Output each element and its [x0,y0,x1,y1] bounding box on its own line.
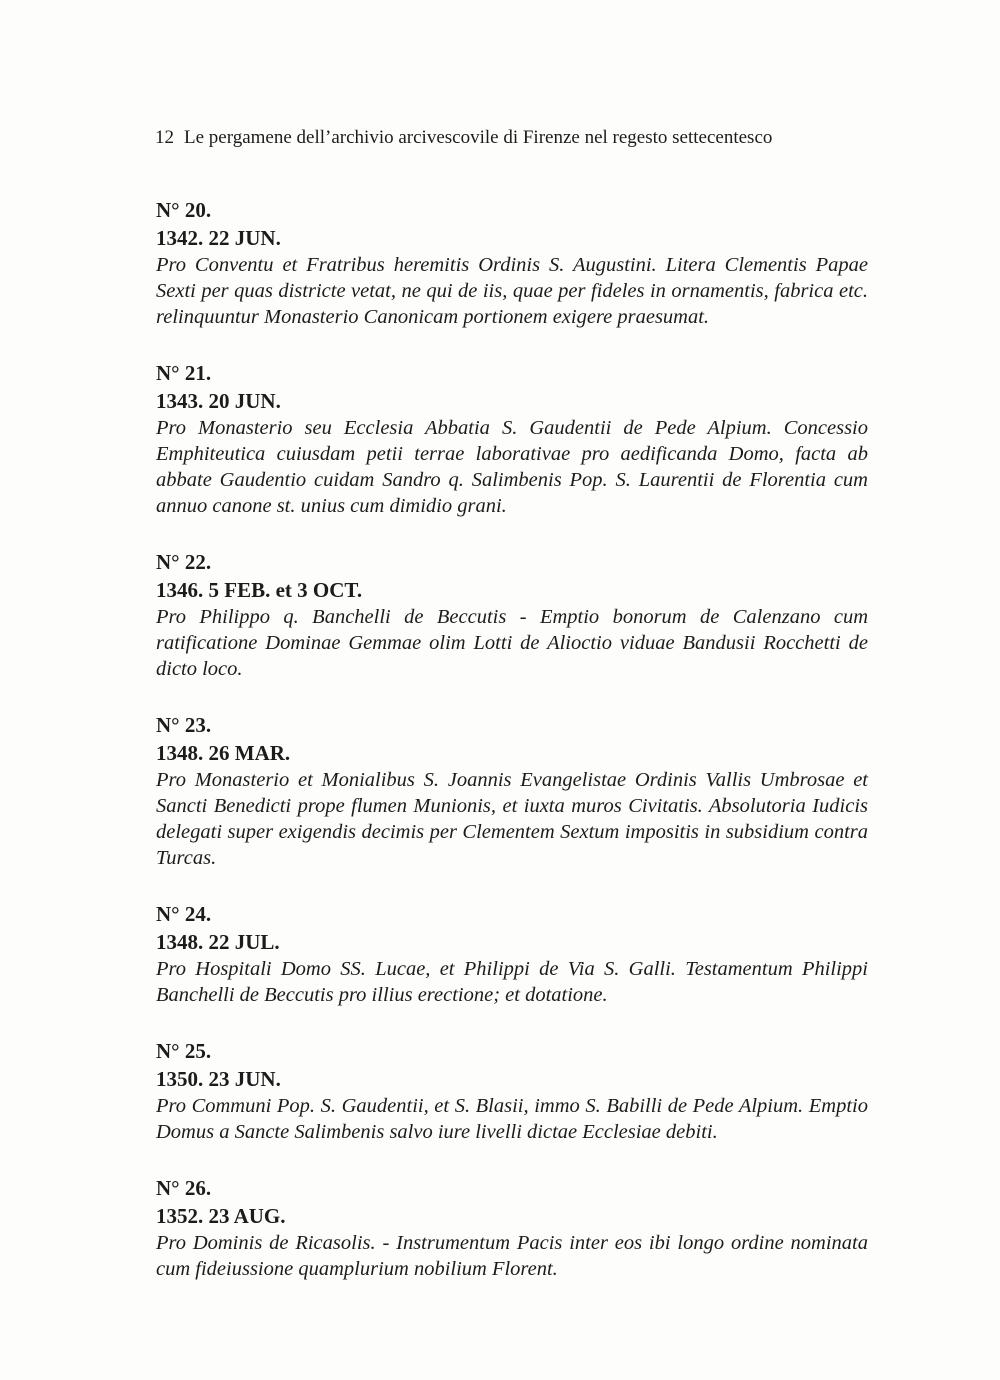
entry-26 [156,1174,868,1282]
entry-25 [156,1037,868,1145]
entry-text: Pro Communi Pop. S. Gaudentii, et S. Blasii, immo S. Babilli de Pede Alpium. Emptio Domus a Sancte Salimbenis salvo iure livelli dictae Ecclesiae debiti. [156,1095,868,1143]
entry-text: Pro Monasterio seu Ecclesia Abbatia S. Gaudentii de Pede Alpium. Concessio Emphiteutica cuiusdam petii terrae laborativae pro aedificanda Domo, facta ab abbate Gaudentio cuidam Sandro q. Salimbenis Pop. S. Laurentii de Florentia cum annuo canone st. unius cum dimidio grani. [156,417,868,517]
regesto-entries [156,196,868,1311]
entry-number: N° 23. [156,713,212,737]
entry-date: 1346. 5 FEB. et 3 OCT. [156,578,363,602]
page-number: 12 [155,127,174,148]
running-header [155,127,772,149]
entry-24 [156,900,868,1008]
entry-text: Pro Dominis de Ricasolis. - Instrumentum Pacis inter eos ibi longo ordine nominata cum fideiussione quamplurium nobilium Florent. [156,1232,868,1280]
entry-23 [156,711,868,871]
entry-date: 1352. 23 AUG. [156,1204,286,1228]
entry-text: Pro Conventu et Fratribus heremitis Ordinis S. Augustini. Litera Clementis Papae Sexti per quas districte vetat, ne qui de iis, quae per fideles in ornamentis, fabrica etc. relinquuntur Monasterio Canonicam portionem exigere praesumat. [156,254,868,328]
entry-number: N° 21. [156,361,212,385]
entry-text: Pro Philippo q. Banchelli de Beccutis - Emptio bonorum de Calenzano cum ratificatione Dominae Gemmae olim Lotti de Alioctio viduae Bandusii Rocchetti de dicto loco. [156,606,868,680]
running-header-title: Le pergamene dell’archivio arcivescovile di Firenze nel regesto settecentesco [184,127,773,148]
entry-date: 1348. 26 MAR. [156,741,291,765]
entry-22 [156,548,868,682]
entry-text: Pro Hospitali Domo SS. Lucae, et Philippi de Via S. Galli. Testamentum Philippi Banchelli de Beccutis pro illius erectione; et dotatione. [156,958,868,1006]
entry-date: 1350. 23 JUN. [156,1067,281,1091]
entry-number: N° 24. [156,902,212,926]
entry-21 [156,359,868,519]
entry-number: N° 26. [156,1176,212,1200]
entry-number: N° 25. [156,1039,212,1063]
entry-number: N° 22. [156,550,212,574]
entry-text: Pro Monasterio et Monialibus S. Joannis Evangelistae Ordinis Vallis Umbrosae et Sancti Benedicti prope flumen Munionis, et iuxta muros Civitatis. Absolutoria Iudicis delegati super exigendis decimis per Clementem Sextum impositis in subsidium contra Turcas. [156,769,868,869]
entry-date: 1343. 20 JUN. [156,389,281,413]
entry-date: 1342. 22 JUN. [156,226,281,250]
entry-date: 1348. 22 JUL. [156,930,280,954]
entry-number: N° 20. [156,198,212,222]
entry-20 [156,196,868,330]
